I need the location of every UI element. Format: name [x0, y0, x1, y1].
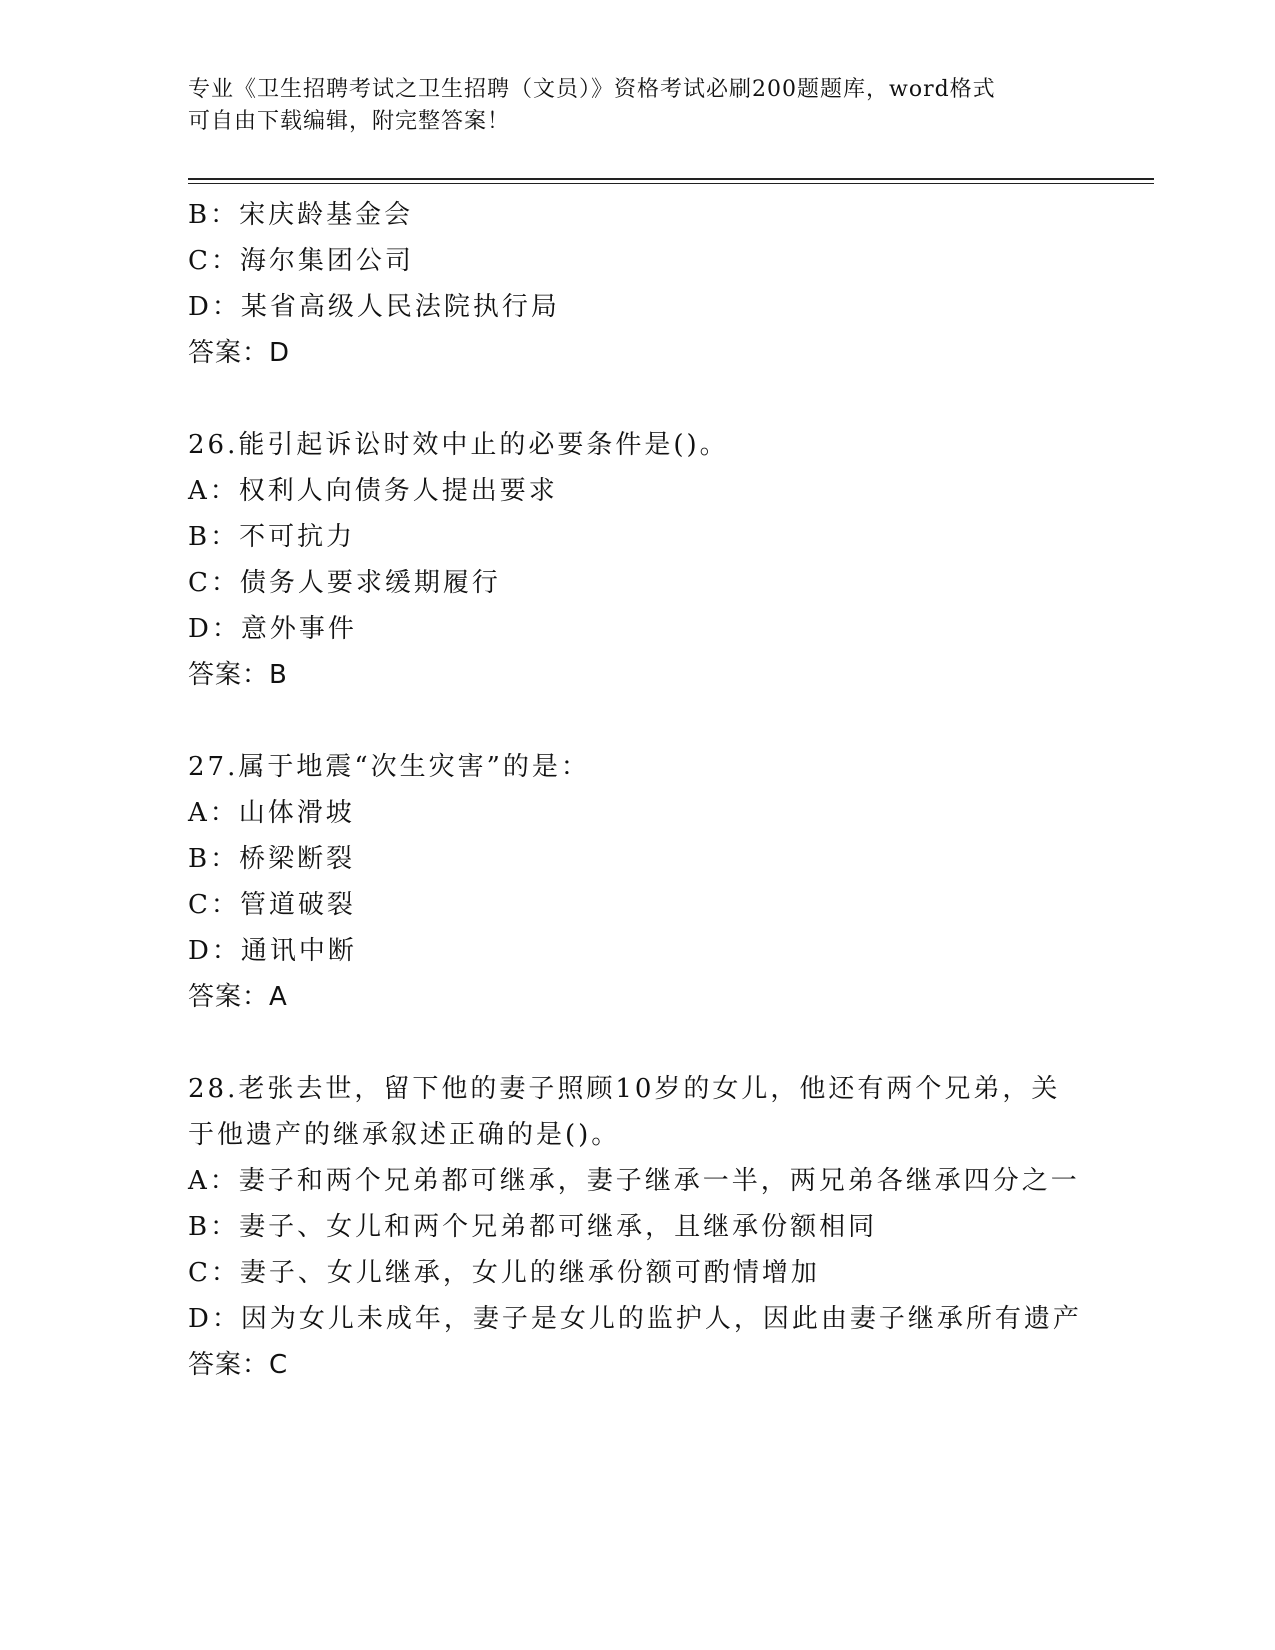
header-line-1: 专业《卫生招聘考试之卫生招聘（文员）》资格考试必刷200题题库，word格式 — [188, 77, 996, 102]
option-a: A：妻子和两个兄弟都可继承，妻子继承一半，两兄弟各继承四分之一 — [188, 1166, 1080, 1196]
option-d: D：某省高级人民法院执行局 — [188, 292, 560, 322]
question-text-line-1: 28.老张去世，留下他的妻子照顾10岁的女儿，他还有两个兄弟，关 — [188, 1074, 1061, 1104]
answer: 答案：B — [188, 660, 288, 690]
option-c: C：债务人要求缓期履行 — [188, 568, 501, 598]
option-d: D：因为女儿未成年，妻子是女儿的监护人，因此由妻子继承所有遗产 — [188, 1304, 1082, 1334]
option-a: A：山体滑坡 — [188, 798, 355, 828]
option-c: C：管道破裂 — [188, 890, 356, 920]
option-d: D：通讯中断 — [188, 936, 357, 966]
question-text: 27.属于地震“次生灾害”的是： — [188, 752, 590, 782]
header-divider-thin — [188, 183, 1154, 184]
option-b: B：不可抗力 — [188, 522, 356, 552]
question-text: 26.能引起诉讼时效中止的必要条件是()。 — [188, 430, 729, 460]
option-c: C：妻子、女儿继承，女儿的继承份额可酌情增加 — [188, 1258, 820, 1288]
question-27 — [188, 744, 1088, 1020]
option-b: B：妻子、女儿和两个兄弟都可继承，且继承份额相同 — [188, 1212, 878, 1242]
option-d: D：意外事件 — [188, 614, 357, 644]
question-28 — [188, 1066, 1088, 1388]
question-25-continued — [188, 192, 1088, 376]
header-divider-thick — [188, 178, 1154, 180]
answer: 答案：D — [188, 338, 291, 368]
question-26 — [188, 422, 1088, 698]
question-list — [188, 192, 1088, 1388]
spacer — [188, 1020, 1088, 1066]
header-line-2: 可自由下载编辑，附完整答案！ — [188, 109, 511, 134]
spacer — [188, 698, 1088, 744]
option-b: B：桥梁断裂 — [188, 844, 356, 874]
answer: 答案：A — [188, 982, 288, 1012]
question-text-line-2: 于他遗产的继承叙述正确的是()。 — [188, 1120, 621, 1150]
option-c: C：海尔集团公司 — [188, 246, 414, 276]
answer: 答案：C — [188, 1350, 289, 1380]
page-header — [188, 74, 1088, 138]
option-a: A：权利人向债务人提出要求 — [188, 476, 558, 506]
option-b: B：宋庆龄基金会 — [188, 200, 414, 230]
spacer — [188, 376, 1088, 422]
